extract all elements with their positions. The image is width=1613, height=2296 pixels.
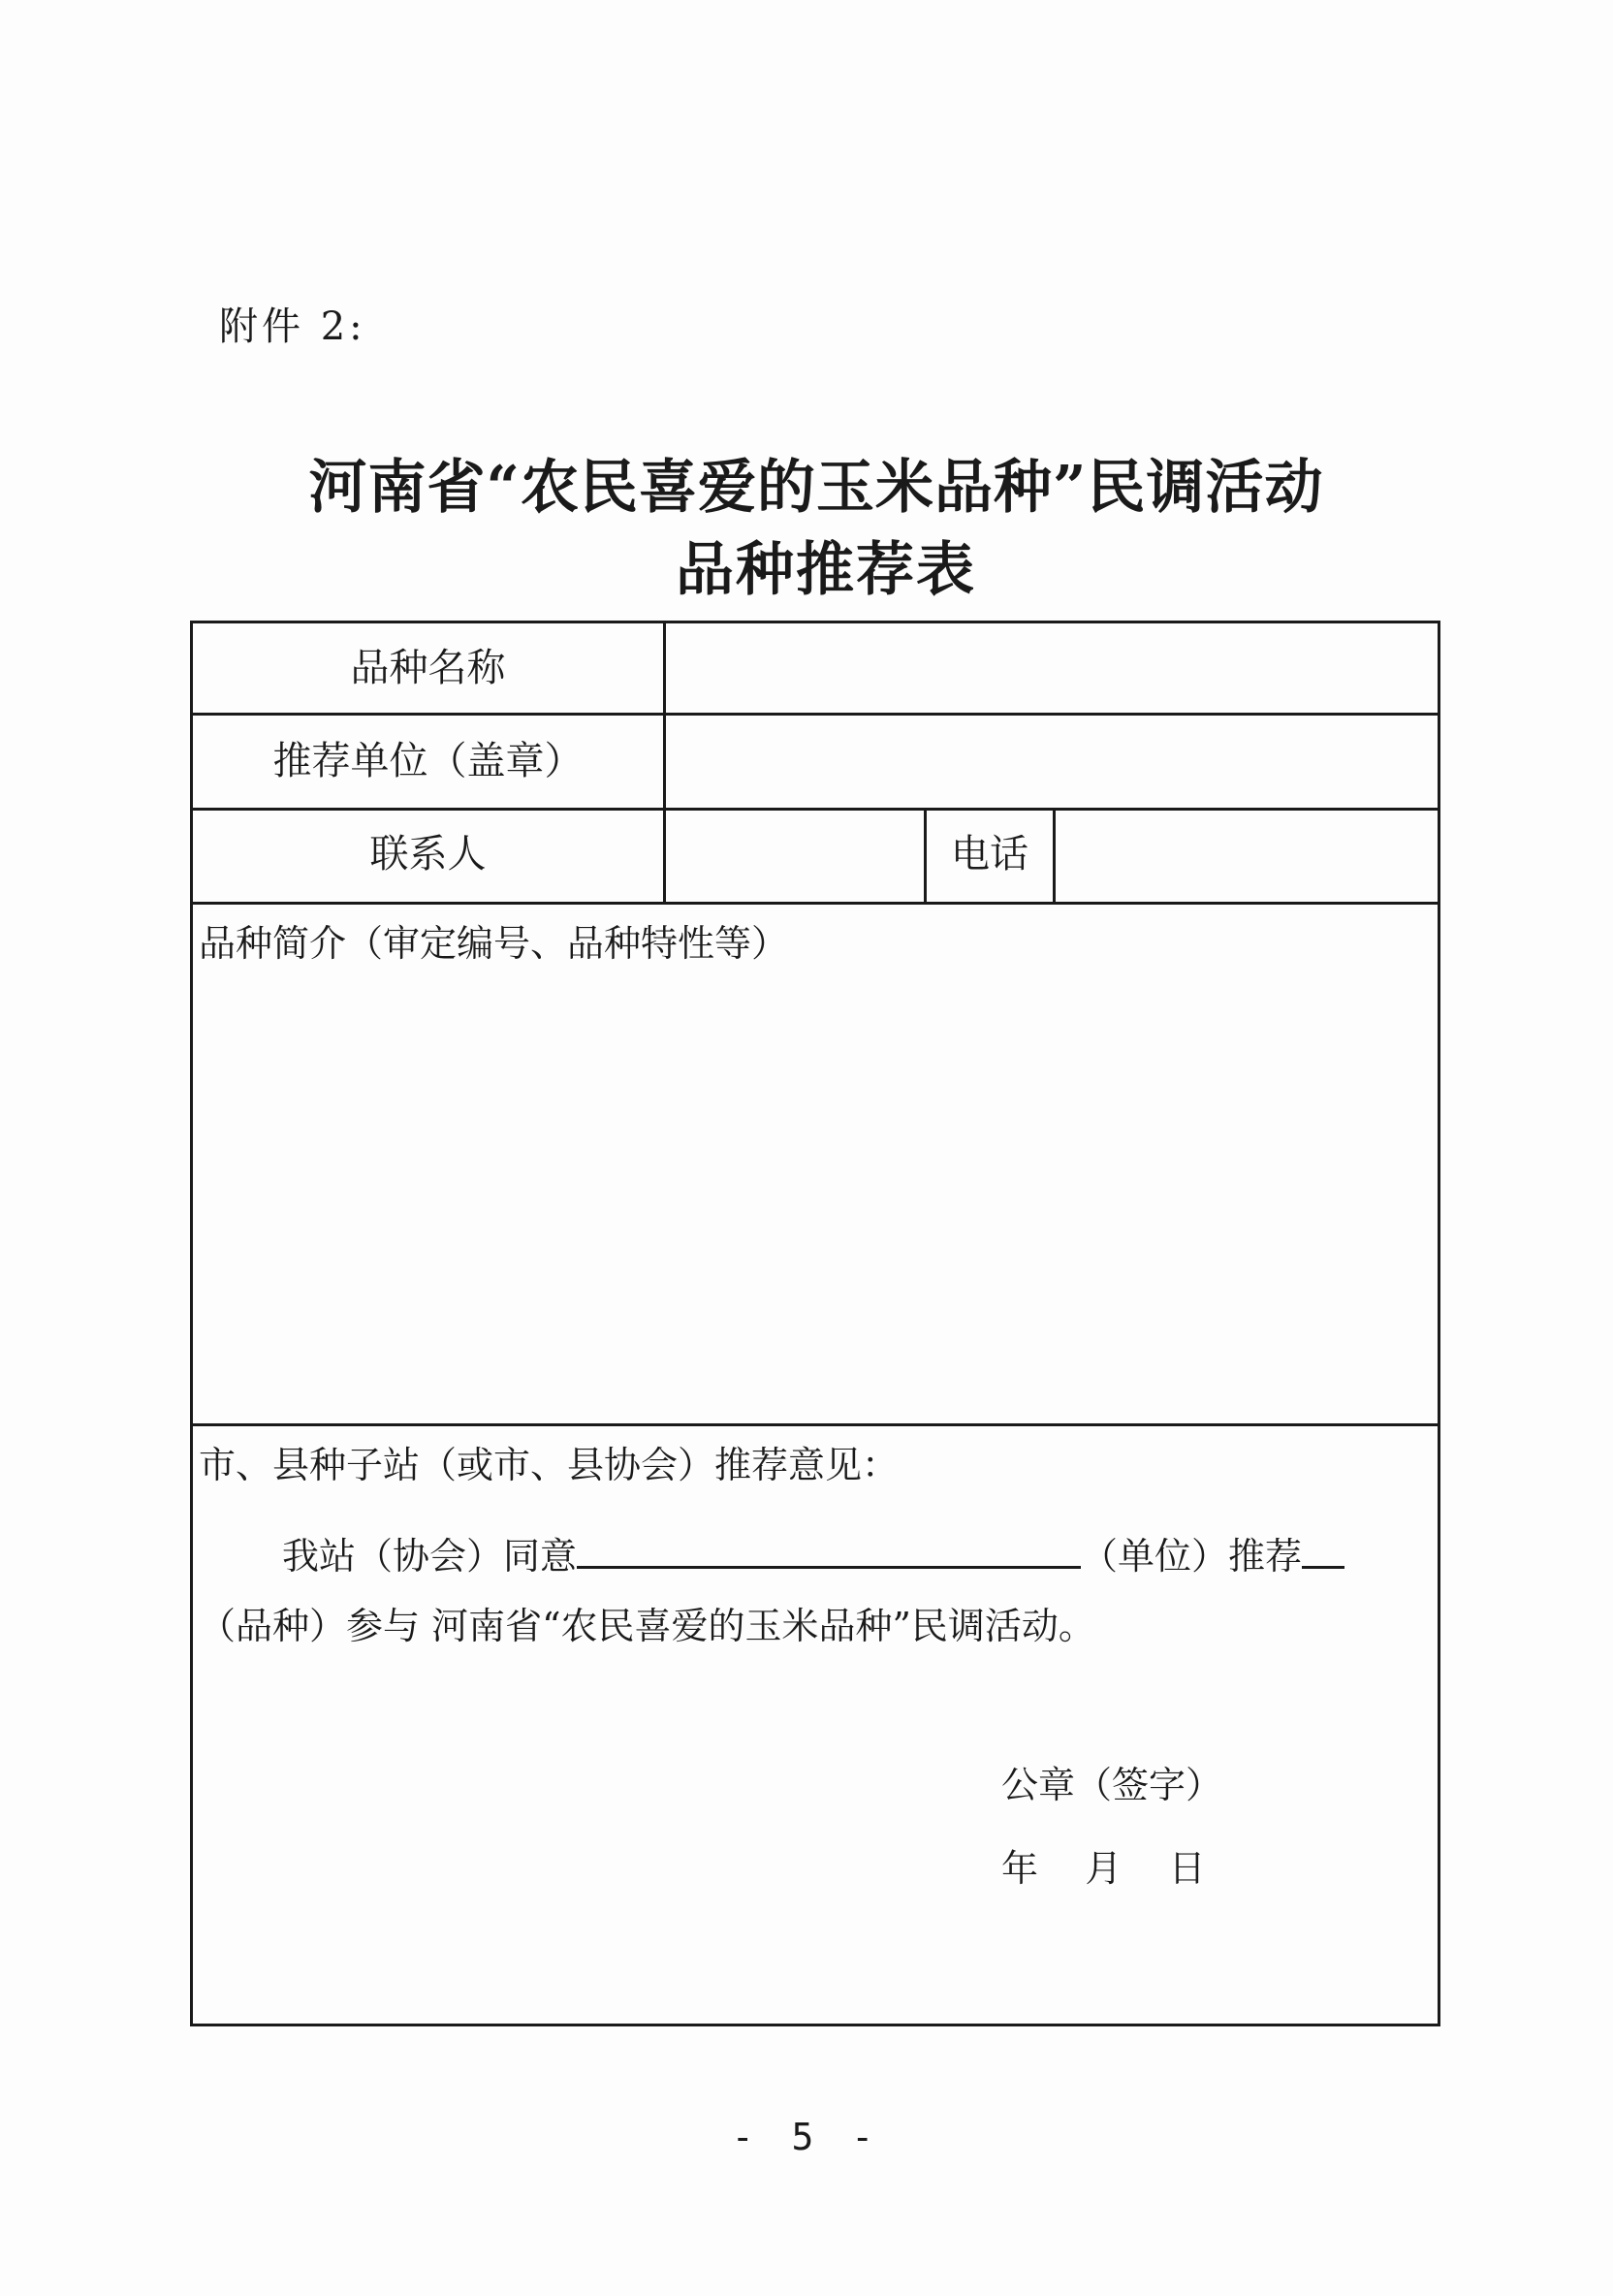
opinion-sentence xyxy=(282,1529,1344,1578)
document-subtitle: 品种推荐表 xyxy=(676,536,976,604)
unit-blank[interactable] xyxy=(577,1529,1081,1569)
row-divider xyxy=(193,808,1438,811)
variety-name-label: 品种名称 xyxy=(350,646,506,690)
opinion-text-part3: （品种）参与 河南省“农民喜爱的玉米品种”民调活动。 xyxy=(199,1605,1095,1647)
attachment-label: 附件 2: xyxy=(219,304,366,349)
variety-blank[interactable] xyxy=(1302,1529,1344,1569)
phone-field[interactable] xyxy=(1070,835,1419,877)
phone-label: 电话 xyxy=(951,832,1028,877)
variety-name-field[interactable] xyxy=(682,649,1419,691)
seal-signature-label: 公章（签字） xyxy=(1001,1764,1223,1806)
row-divider xyxy=(193,1423,1438,1426)
page-number: - 5 - xyxy=(731,2116,882,2158)
row-divider xyxy=(193,902,1438,905)
row-divider xyxy=(193,713,1438,716)
date-label: 年 月 日 xyxy=(1001,1847,1206,1890)
column-divider xyxy=(1053,808,1056,903)
recommendation-form xyxy=(190,621,1440,2026)
opinion-text-part1: 我站（协会）同意 xyxy=(282,1535,578,1578)
opinion-text-part2: （单位）推荐 xyxy=(1081,1535,1303,1578)
recommending-unit-label: 推荐单位（盖章） xyxy=(272,739,584,783)
variety-intro-label: 品种简介（审定编号、品种特性等） xyxy=(199,922,789,965)
variety-intro-field[interactable] xyxy=(199,973,1430,1409)
document-title: 河南省“农民喜爱的玉米品种”民调活动 xyxy=(308,454,1324,522)
recommending-unit-field[interactable] xyxy=(682,742,1419,784)
opinion-label: 市、县种子站（或市、县协会）推荐意见： xyxy=(199,1444,900,1486)
contact-field[interactable] xyxy=(682,835,905,877)
column-divider xyxy=(663,623,666,903)
contact-label: 联系人 xyxy=(369,832,487,877)
